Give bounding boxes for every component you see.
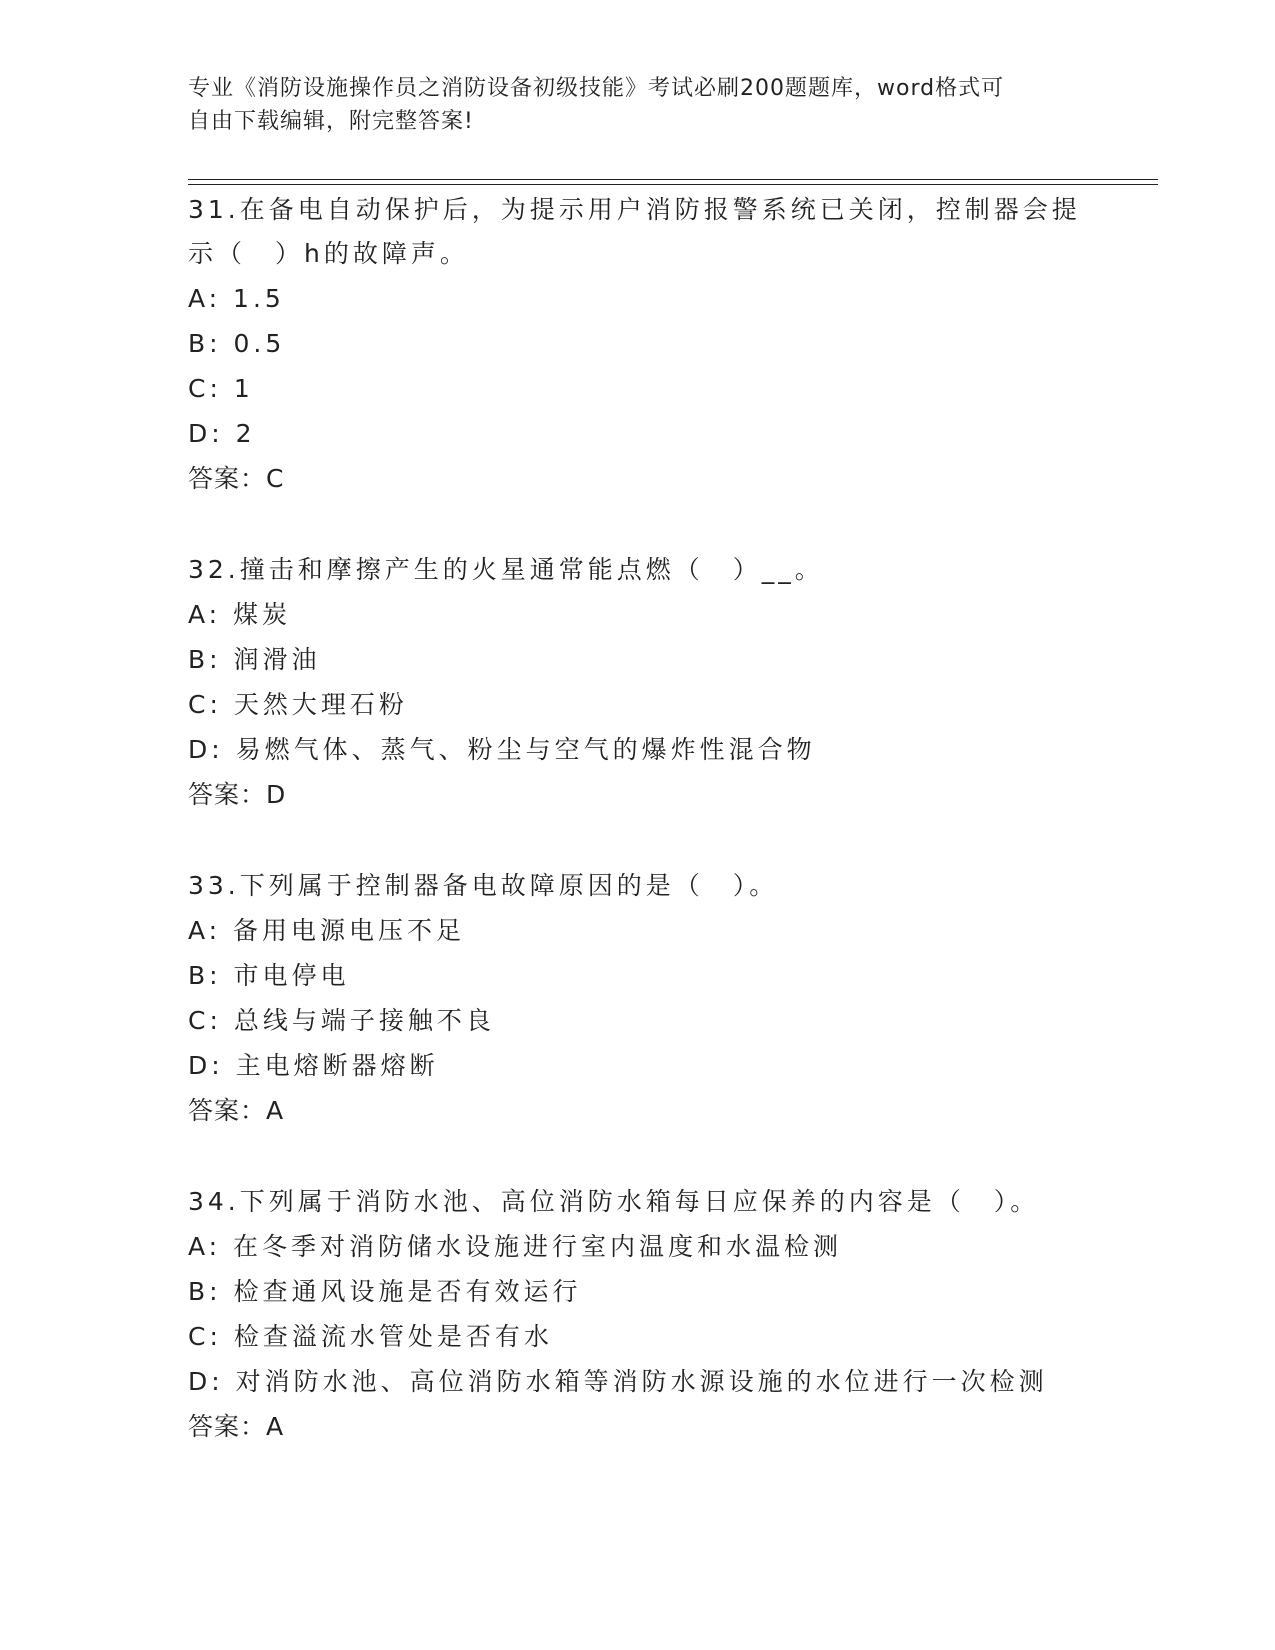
question-31 [188, 188, 1088, 501]
option-a: A: 煤炭 [188, 600, 292, 629]
header-rule-top [188, 179, 1158, 180]
option-c: C: 天然大理石粉 [188, 690, 408, 719]
question-34 [188, 1180, 1088, 1449]
question-stem: 34.下列属于消防水池、高位消防水箱每日应保养的内容是（ ）。 [188, 1187, 1040, 1216]
question-stem-continued: 示（ ）h的故障声。 [188, 239, 469, 268]
option-a: A: 1.5 [188, 284, 285, 313]
option-b: B: 市电停电 [188, 961, 350, 990]
question-stem: 31.在备电自动保护后，为提示用户消防报警系统已关闭，控制器会提 [188, 195, 1081, 224]
option-d: D: 对消防水池、高位消防水箱等消防水源设施的水位进行一次检测 [188, 1367, 1048, 1396]
option-b: B: 润滑油 [188, 645, 321, 674]
question-stem: 32.撞击和摩擦产生的火星通常能点燃（ ）__。 [188, 555, 824, 584]
option-b: B: 检查通风设施是否有效运行 [188, 1277, 582, 1306]
document-header [188, 72, 1068, 138]
header-line-2: 自由下载编辑，附完整答案! [188, 109, 474, 134]
option-a: A: 在冬季对消防储水设施进行室内温度和水温检测 [188, 1232, 843, 1261]
question-32 [188, 548, 1088, 817]
option-c: C: 总线与端子接触不良 [188, 1006, 495, 1035]
question-33 [188, 864, 1088, 1133]
answer: 答案：C [188, 464, 285, 493]
option-a: A: 备用电源电压不足 [188, 916, 466, 945]
option-d: D: 2 [188, 419, 256, 448]
answer: 答案：A [188, 1096, 285, 1125]
option-b: B: 0.5 [188, 329, 286, 358]
answer: 答案：A [188, 1412, 285, 1441]
header-rule-bottom [188, 184, 1158, 185]
option-d: D: 易燃气体、蒸气、粉尘与空气的爆炸性混合物 [188, 735, 816, 764]
option-d: D: 主电熔断器熔断 [188, 1051, 439, 1080]
option-c: C: 1 [188, 374, 254, 403]
header-line-1: 专业《消防设施操作员之消防设备初级技能》考试必刷200题题库，word格式可 [188, 76, 1005, 101]
question-stem: 33.下列属于控制器备电故障原因的是（ ）。 [188, 871, 779, 900]
option-c: C: 检查溢流水管处是否有水 [188, 1322, 553, 1351]
answer: 答案：D [188, 780, 287, 809]
